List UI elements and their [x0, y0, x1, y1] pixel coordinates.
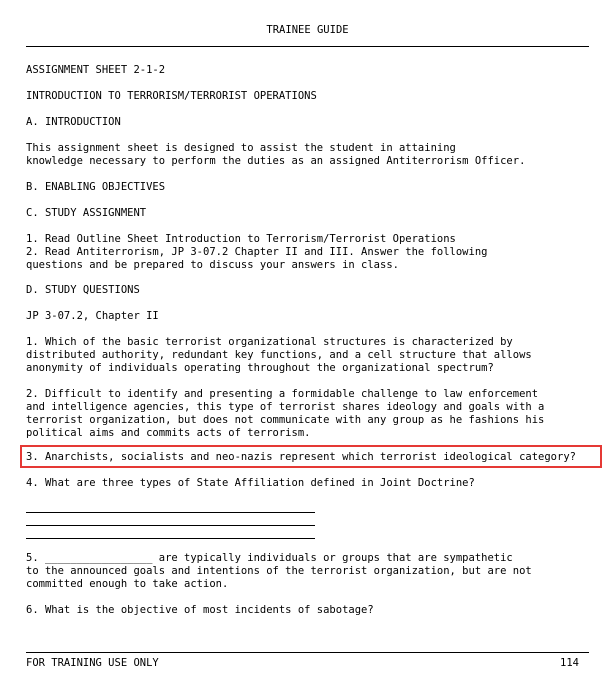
section-a-body-line: knowledge necessary to perform the duties as an assigned Antiterrorism Officer.: [26, 155, 526, 167]
question-1-line: 1. Which of the basic terrorist organizational structures is characterized by: [26, 336, 513, 348]
question-2-line: 2. Difficult to identify and presenting a formidable challenge to law enforcement: [26, 388, 539, 400]
answer-blank-line: [26, 512, 315, 513]
answer-blank-line: [26, 525, 315, 526]
question-5-line: to the announced goals and intentions of the terrorist organization, but are not: [26, 565, 532, 577]
question-4-line: 4. What are three types of State Affiliation defined in Joint Doctrine?: [26, 477, 475, 489]
question-5-line: committed enough to take action.: [26, 578, 229, 590]
section-a-heading: A. INTRODUCTION: [26, 116, 121, 128]
study-assignment-item: 1. Read Outline Sheet Introduction to Terrorism/Terrorist Operations: [26, 233, 456, 245]
study-assignment-item: 2. Read Antiterrorism, JP 3-07.2 Chapter II and III. Answer the following: [26, 246, 488, 258]
section-d-heading: D. STUDY QUESTIONS: [26, 284, 140, 296]
page-header-title: TRAINEE GUIDE: [266, 24, 349, 36]
page-number: 114: [560, 657, 579, 669]
study-assignment-item: questions and be prepared to discuss your answers in class.: [26, 259, 399, 271]
footer-rule: [26, 652, 589, 653]
assignment-sheet-label: ASSIGNMENT SHEET 2-1-2: [26, 64, 166, 76]
question-2-line: and intelligence agencies, this type of terrorist shares ideology and goals with a: [26, 401, 545, 413]
question-1-line: distributed authority, redundant key functions, and a cell structure that allows: [26, 349, 532, 361]
question-6-line: 6. What is the objective of most incidents of sabotage?: [26, 604, 374, 616]
document-title: INTRODUCTION TO TERRORISM/TERRORIST OPERATIONS: [26, 90, 317, 102]
header-rule: [26, 46, 589, 47]
question-1-line: anonymity of individuals operating throughout the organizational spectrum?: [26, 362, 494, 374]
section-a-body-line: This assignment sheet is designed to assist the student in attaining: [26, 142, 456, 154]
section-b-heading: B. ENABLING OBJECTIVES: [26, 181, 166, 193]
question-2-line: political aims and commits acts of terrorism.: [26, 427, 311, 439]
question-2-line: terrorist organization, but does not communicate with any group as he fashions his: [26, 414, 545, 426]
reference-line: JP 3-07.2, Chapter II: [26, 310, 159, 322]
section-c-heading: C. STUDY ASSIGNMENT: [26, 207, 147, 219]
question-3-line: 3. Anarchists, socialists and neo-nazis represent which terrorist ideological category?: [26, 451, 576, 463]
footer-label: FOR TRAINING USE ONLY: [26, 657, 159, 669]
answer-blank-line: [26, 538, 315, 539]
question-5-line: 5. _________________ are typically individuals or groups that are sympathetic: [26, 552, 513, 564]
